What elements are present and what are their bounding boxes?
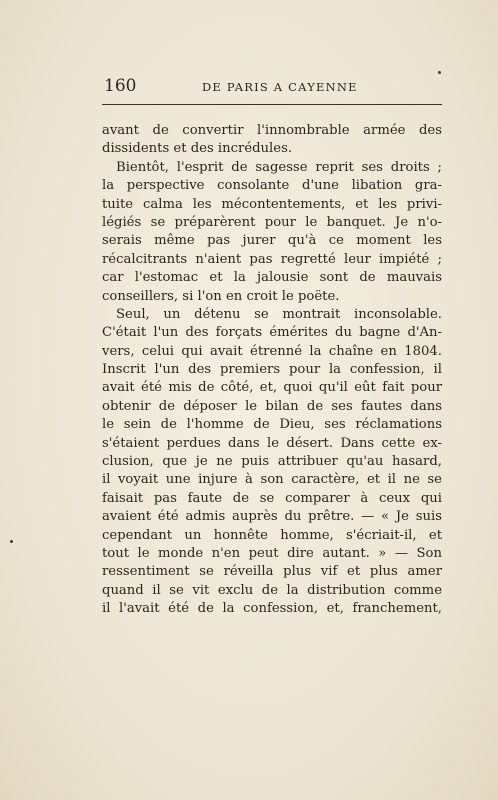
page-number: 160 (104, 76, 137, 96)
text-line: cependant un honnête homme, s'écriait-il, et (102, 527, 442, 543)
text-line: Bientôt, l'esprit de sagesse reprit ses droits ; (116, 159, 442, 175)
text-line: avant de convertir l'innombrable armée des (102, 123, 442, 138)
text-line: s'étaient perdues dans le désert. Dans cette ex- (102, 435, 442, 451)
text-line: la perspective consolante d'une libation gra- (102, 178, 442, 194)
text-line: faisait pas faute de se comparer à ceux qui (102, 490, 442, 506)
header-rule (102, 104, 442, 105)
text-line: car l'estomac et la jalousie sont de mauvais (102, 270, 442, 286)
text-line: tuite calma les mécontentements, et les privi- (102, 196, 442, 212)
text-line: Inscrit l'un des premiers pour la confession, il (102, 362, 442, 378)
text-line: dissidents et des incrédules. (102, 141, 293, 157)
text-line: le sein de l'homme de Dieu, ses réclamations (102, 417, 442, 433)
text-line: quand il se vit exclu de la distribution comme (102, 582, 442, 598)
running-header (104, 76, 444, 100)
text-line: serais même pas jurer qu'à ce moment les (102, 233, 442, 249)
ink-speck (438, 71, 441, 74)
text-line: Seul, un détenu se montrait inconsolable. (116, 306, 442, 322)
text-line: clusion, que je ne puis attribuer qu'au hasard, (102, 454, 442, 470)
text-line: avait été mis de côté, et, quoi qu'il eût fait pour (102, 380, 442, 396)
text-line: obtenir de déposer le bilan de ses fautes dans (102, 398, 442, 414)
ink-speck (10, 540, 13, 543)
text-line: récalcitrants n'aient pas regretté leur impiété ; (102, 251, 442, 267)
text-line: vers, celui qui avait étrenné la chaîne en 1804. (102, 343, 442, 359)
text-line: C'était l'un des forçats émérites du bagne d'An- (102, 325, 442, 341)
text-line: il voyait une injure à son caractère, et il ne se (102, 472, 442, 488)
text-line: avaient été admis auprès du prêtre. — « Je suis (102, 509, 442, 525)
body-text (102, 122, 442, 619)
text-line: conseillers, si l'on en croit le poëte. (102, 288, 340, 304)
text-line: ressentiment se réveilla plus vif et plus amer (102, 564, 442, 580)
running-title: DE PARIS A CAYENNE (202, 80, 358, 94)
text-line: légiés se préparèrent pour le banquet. Je n'o- (102, 214, 442, 230)
text-line: il l'avait été de la confession, et, franchement, (102, 601, 442, 617)
text-line: tout le monde n'en peut dire autant. » — Son (102, 545, 442, 561)
